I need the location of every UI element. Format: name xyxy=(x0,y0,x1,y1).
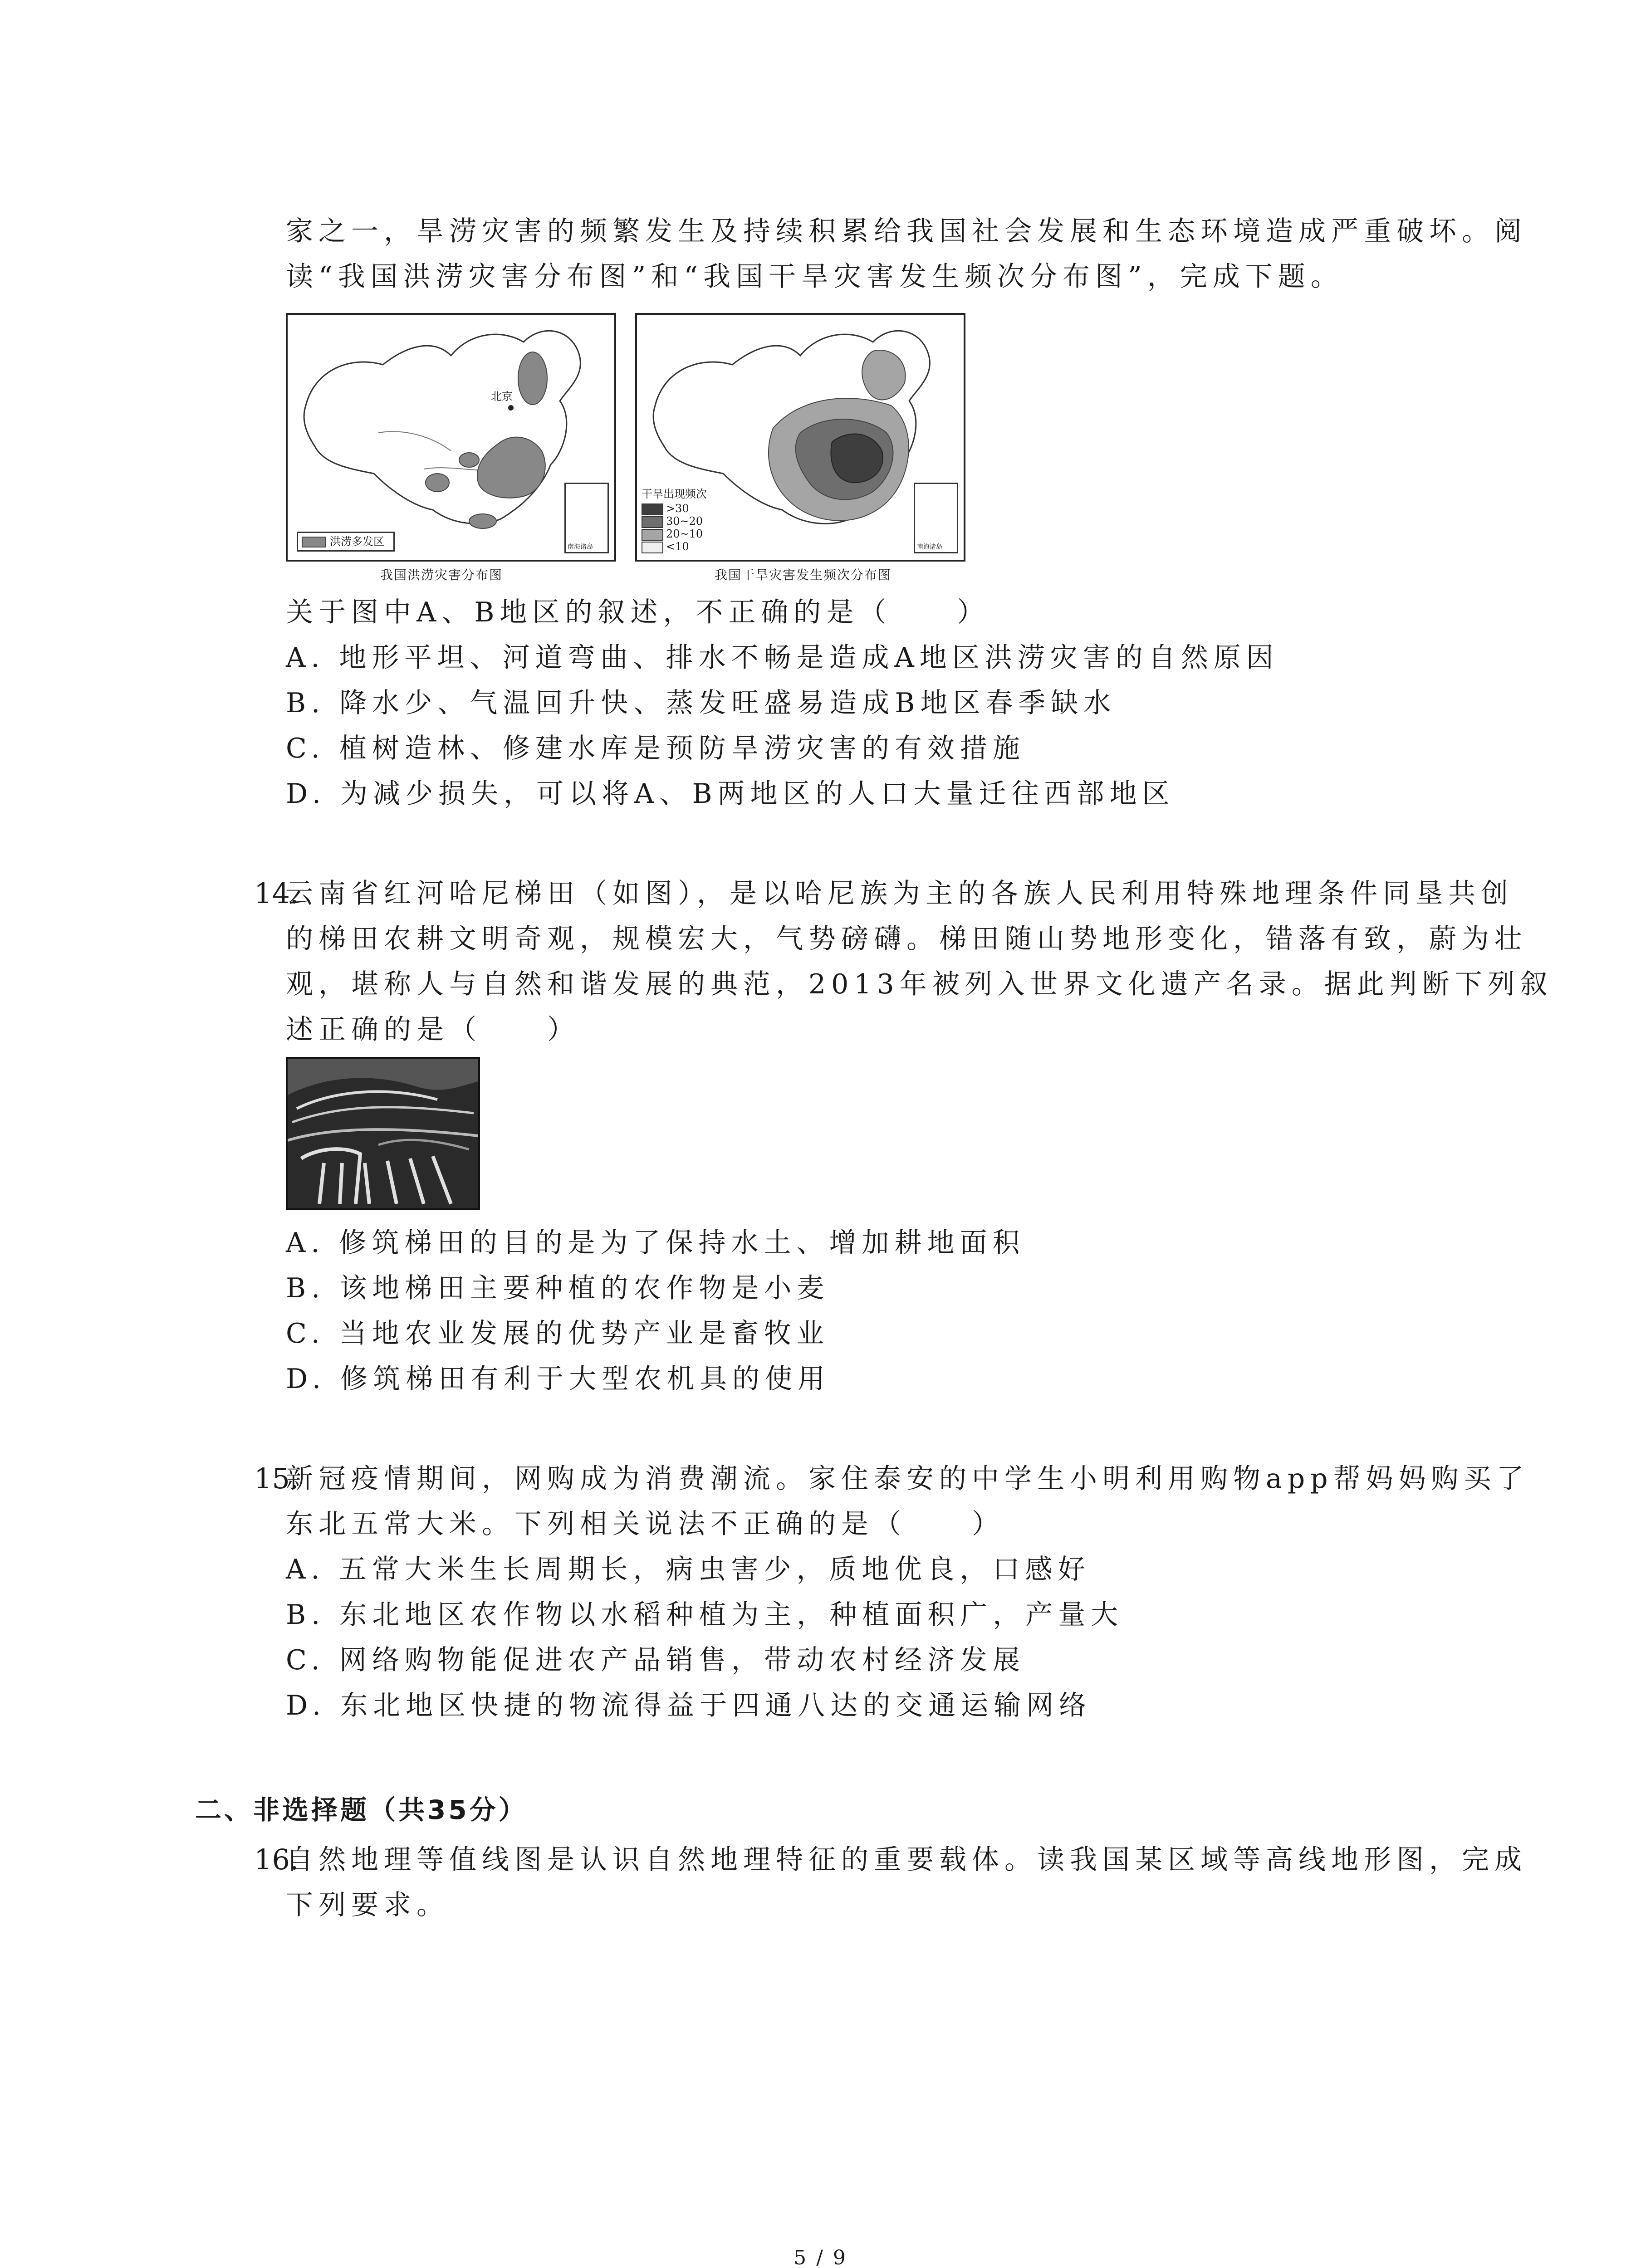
q14-stem-line-1: 云南省红河哈尼梯田（如图），是以哈尼族为主的各族人民利用特殊地理条件同垦共创 xyxy=(286,878,1514,909)
q16-number: 16. xyxy=(254,1843,299,1876)
drought-legend-label: 20~10 xyxy=(666,528,703,540)
intro-line-1: 家之一，旱涝灾害的频繁发生及持续积累给我国社会发展和生态环境造成严重破坏。阅 xyxy=(286,215,1527,247)
drought-map-caption: 我国干旱灾害发生频次分布图 xyxy=(715,567,892,582)
q14-stem-line-3: 观，堪称人与自然和谐发展的典范，2013年被列入世界文化遗产名录。据此判断下列叙 xyxy=(286,968,1553,1000)
drought-inset-label: 南海诸岛 xyxy=(917,543,942,551)
terraces-photo-graphic xyxy=(288,1059,478,1208)
flood-legend-label: 洪涝多发区 xyxy=(330,535,384,548)
drought-map xyxy=(635,313,965,562)
q14-option-d: D. 修筑梯田有利于大型农机具的使用 xyxy=(286,1363,831,1395)
q15-stem-line-1: 新冠疫情期间，网购成为消费潮流。家住泰安的中学生小明利用购物app帮妈妈购买了 xyxy=(286,1463,1529,1495)
section-title: 二、非选择题（共35分） xyxy=(195,1794,528,1825)
drought-legend-title: 干旱出现频次 xyxy=(642,488,707,500)
q15-option-c: C. 网络购物能促进农产品销售，带动农村经济发展 xyxy=(286,1644,1025,1676)
q14-number: 14. xyxy=(254,877,299,910)
flood-map-caption: 我国洪涝灾害分布图 xyxy=(380,567,503,582)
drought-legend-label: <10 xyxy=(666,540,689,553)
q15-number: 15. xyxy=(254,1462,299,1495)
drought-legend-label: 30~20 xyxy=(666,515,703,528)
beijing-label: 北京 xyxy=(491,390,513,403)
drought-legend-label: >30 xyxy=(666,502,689,515)
flood-legend xyxy=(297,532,395,552)
flood-map xyxy=(286,313,616,562)
drought-legend-swatch xyxy=(642,516,663,528)
page-number: 5 / 9 xyxy=(794,2246,847,2268)
q16-stem-line-1: 自然地理等值线图是认识自然地理特征的重要载体。读我国某区域等高线地形图，完成 xyxy=(286,1844,1527,1876)
drought-inset xyxy=(914,483,958,553)
q14-stem-line-2: 的梯田农耕文明奇观，规模宏大，气势磅礴。梯田随山势地形变化，错落有致，蔚为壮 xyxy=(286,923,1527,955)
drought-legend xyxy=(642,487,721,554)
q14-stem-line-4: 述正确的是（ ） xyxy=(286,1014,580,1046)
terraces-photo xyxy=(286,1057,480,1210)
q14-option-c: C. 当地农业发展的优势产业是畜牧业 xyxy=(286,1318,829,1349)
intro-line-2: 读“我国洪涝灾害分布图”和“我国干旱灾害发生频次分布图”，完成下题。 xyxy=(286,261,1343,293)
q14-option-a: A. 修筑梯田的目的是为了保持水土、增加耕地面积 xyxy=(286,1227,1025,1259)
q15-option-a: A. 五常大米生长周期长，病虫害少，质地优良，口感好 xyxy=(286,1554,1091,1585)
flood-inset xyxy=(564,483,609,553)
q13-option-a: A. 地形平坦、河道弯曲、排水不畅是造成A地区洪涝灾害的自然原因 xyxy=(286,642,1279,674)
drought-legend-swatch xyxy=(642,542,663,553)
q16-stem-line-2: 下列要求。 xyxy=(286,1889,449,1921)
drought-legend-swatch xyxy=(642,529,663,541)
flood-inset-label: 南海诸岛 xyxy=(568,543,593,551)
q13-option-d: D. 为减少损失，可以将A、B两地区的人口大量迁往西部地区 xyxy=(286,778,1175,810)
flood-legend-swatch xyxy=(302,537,326,547)
q13-stem: 关于图中A、B地区的叙述，不正确的是（ ） xyxy=(286,596,990,628)
drought-legend-swatch xyxy=(642,503,663,515)
q13-option-b: B. 降水少、气温回升快、蒸发旺盛易造成B地区春季缺水 xyxy=(286,687,1117,719)
q15-stem-line-2: 东北五常大米。下列相关说法不正确的是（ ） xyxy=(286,1508,1004,1540)
q15-option-b: B. 东北地区农作物以水稻种植为主，种植面积广，产量大 xyxy=(286,1599,1124,1631)
q14-option-b: B. 该地梯田主要种植的农作物是小麦 xyxy=(286,1272,830,1304)
q15-option-d: D. 东北地区快捷的物流得益于四通八达的交通运输网络 xyxy=(286,1690,1092,1721)
q13-option-c: C. 植树造林、修建水库是预防旱涝灾害的有效措施 xyxy=(286,733,1025,764)
